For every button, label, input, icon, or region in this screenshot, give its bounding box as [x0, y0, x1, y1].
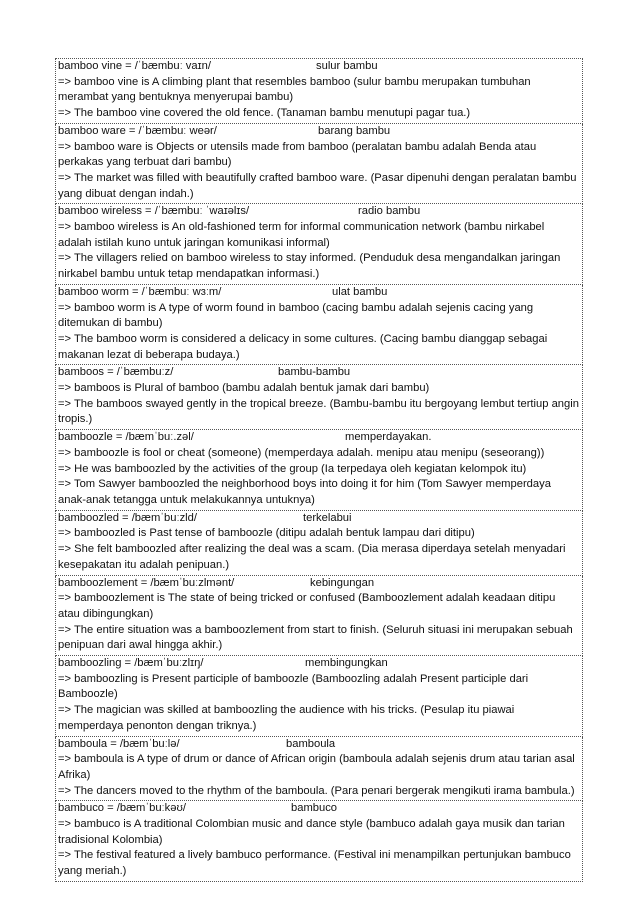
- dictionary-entry: [55, 124, 583, 205]
- entry-translation: membingungkan: [305, 657, 388, 670]
- entry-header: [58, 204, 580, 220]
- entry-definition: => bamboo wireless is An old-fashioned term for informal communication network (bambu nirkabel adalah istilah kuno untuk jaringan komunikasi informal): [58, 221, 545, 249]
- entry-definition: => bamboo worm is A type of worm found in bamboo (cacing bambu adalah sejenis cacing yang ditemukan di bambu): [58, 301, 534, 330]
- dictionary-entry: [55, 285, 583, 366]
- entry-translation: terkelabui: [303, 511, 352, 524]
- dictionary-entry: [55, 737, 583, 802]
- entry-word: bamboozlement = /bæmˈbuːzlmənt/: [58, 576, 235, 589]
- entry-header: [58, 430, 580, 446]
- entry-example: => The bamboos swayed gently in the tropical breeze. (Bambu-bambu itu bergoyang lembut tertiup angin tropis.): [58, 397, 579, 426]
- dictionary-entry: [55, 58, 583, 124]
- entry-translation: barang bambu: [318, 124, 391, 137]
- entry-translation: bambu-bambu: [278, 366, 351, 379]
- entry-translation: sulur bambu: [316, 60, 378, 72]
- dictionary-document: [55, 58, 583, 882]
- entry-header: [58, 656, 580, 672]
- entry-definition: => bamboos is Plural of bamboo (bambu adalah bentuk jamak dari bambu): [58, 382, 430, 395]
- dictionary-entry: [55, 365, 583, 430]
- dictionary-entry: [55, 204, 583, 285]
- entry-word: bamboos = /ˈbæmbuːz/: [58, 366, 174, 379]
- entry-definition: => bamboozling is Present participle of bamboozle (Bamboozling adalah Present participle dari Bamboozle): [58, 672, 529, 701]
- entry-example: => She felt bamboozled after realizing the deal was a scam. (Dia merasa diperdaya setelah menyadari kesepakatan itu adalah penipuan.): [58, 543, 566, 571]
- entry-example: => The entire situation was a bamboozlement from start to finish. (Seluruh situasi ini merupakan sebuah penipuan dari awal hingga akhir.): [58, 623, 573, 652]
- entry-word: bamboo wireless = /ˈbæmbuː ˈwaɪəlɪs/: [58, 205, 250, 218]
- entry-example: => Tom Sawyer bamboozled the neighborhood boys into doing it for him (Tom Sawyer memperdaya anak-anak tetangga untuk melakukannya untuknya): [58, 478, 551, 506]
- entry-translation: radio bambu: [358, 205, 421, 218]
- entry-header: [58, 801, 580, 817]
- dictionary-entry: [55, 801, 583, 882]
- entry-example: => The dancers moved to the rhythm of the bamboula. (Para penari bergerak mengikuti irama bambula.): [58, 784, 575, 797]
- entry-example: => The bamboo vine covered the old fence. (Tanaman bambu menutupi pagar tua.): [58, 107, 471, 120]
- entry-example: => The villagers relied on bamboo wireless to stay informed. (Penduduk desa mengandalkan jaringan nirkabel bambu untuk tetap mendapatkan informasi.): [58, 252, 561, 281]
- entry-word: bamboozle = /bæmˈbuː.zəl/: [58, 431, 194, 444]
- entry-word: bamboo vine = /ˈbæmbuː vaɪn/: [58, 60, 211, 72]
- dictionary-entry: [55, 430, 583, 511]
- entry-word: bamboula = /bæmˈbuːlə/: [58, 737, 180, 750]
- entry-word: bambuco = /bæmˈbuːkəʊ/: [58, 802, 186, 815]
- entry-header: [58, 59, 580, 75]
- entry-definition: => bamboozled is Past tense of bamboozle (ditipu adalah bentuk lampau dari ditipu): [58, 527, 475, 540]
- entry-header: [58, 365, 580, 381]
- entry-definition: => bamboo vine is A climbing plant that resembles bamboo (sulur bambu merupakan tumbuhan merambat yang bentuknya menyerupai bambu): [58, 75, 531, 104]
- entry-definition: => bamboozle is fool or cheat (someone) (memperdaya adalah. menipu atau menipu (seseorang)): [58, 446, 545, 459]
- entry-header: [58, 285, 580, 301]
- dictionary-entry: [55, 511, 583, 576]
- entry-definition: => bamboula is A type of drum or dance of African origin (bamboula adalah sejenis drum atau tarian asal Afrika): [58, 753, 575, 781]
- entry-definition: => bambuco is A traditional Colombian music and dance style (bambuco adalah gaya musik dan tarian tradisional Kolombia): [58, 818, 565, 846]
- entry-word: bamboo worm = /ˈbæmbuː wɜːm/: [58, 285, 222, 298]
- entry-header: [58, 124, 580, 140]
- entry-header: [58, 576, 580, 592]
- entry-translation: bambuco: [291, 802, 338, 815]
- entry-definition: => bamboo ware is Objects or utensils made from bamboo (peralatan bambu adalah Benda atau perkakas yang terbuat dari bambu): [58, 140, 537, 169]
- entry-header: [58, 737, 580, 753]
- entry-translation: memperdayakan.: [345, 431, 432, 444]
- entry-word: bamboozled = /bæmˈbuːzld/: [58, 511, 197, 524]
- entry-word: bamboo ware = /ˈbæmbuː weər/: [58, 124, 217, 137]
- entry-example: => The bamboo worm is considered a delicacy in some cultures. (Cacing bambu dianggap sebagai makanan lezat di beberapa budaya.): [58, 332, 548, 361]
- entry-header: [58, 511, 580, 527]
- entry-example: => He was bamboozled by the activities of the group (Ia terpedaya oleh kegiatan kelompok itu): [58, 462, 527, 475]
- dictionary-entry: [55, 656, 583, 737]
- entry-example: => The magician was skilled at bamboozling the audience with his tricks. (Pesulap itu piawai memperdaya penonton dengan triknya.): [58, 704, 515, 732]
- entry-word: bamboozling = /bæmˈbuːzlɪŋ/: [58, 657, 204, 670]
- entry-definition: => bamboozlement is The state of being tricked or confused (Bamboozlement adalah keadaan ditipu atau dibingungkan): [58, 592, 556, 620]
- entry-example: => The festival featured a lively bambuco performance. (Festival ini menampilkan pertunjukan bambuco yang meriah.): [58, 849, 571, 878]
- entry-translation: ulat bambu: [332, 285, 388, 298]
- entry-example: => The market was filled with beautifully crafted bamboo ware. (Pasar dipenuhi dengan peralatan bambu yang dibuat dengan indah.): [58, 171, 577, 200]
- entry-translation: kebingungan: [310, 576, 375, 589]
- dictionary-entry: [55, 576, 583, 657]
- entry-translation: bamboula: [286, 737, 336, 750]
